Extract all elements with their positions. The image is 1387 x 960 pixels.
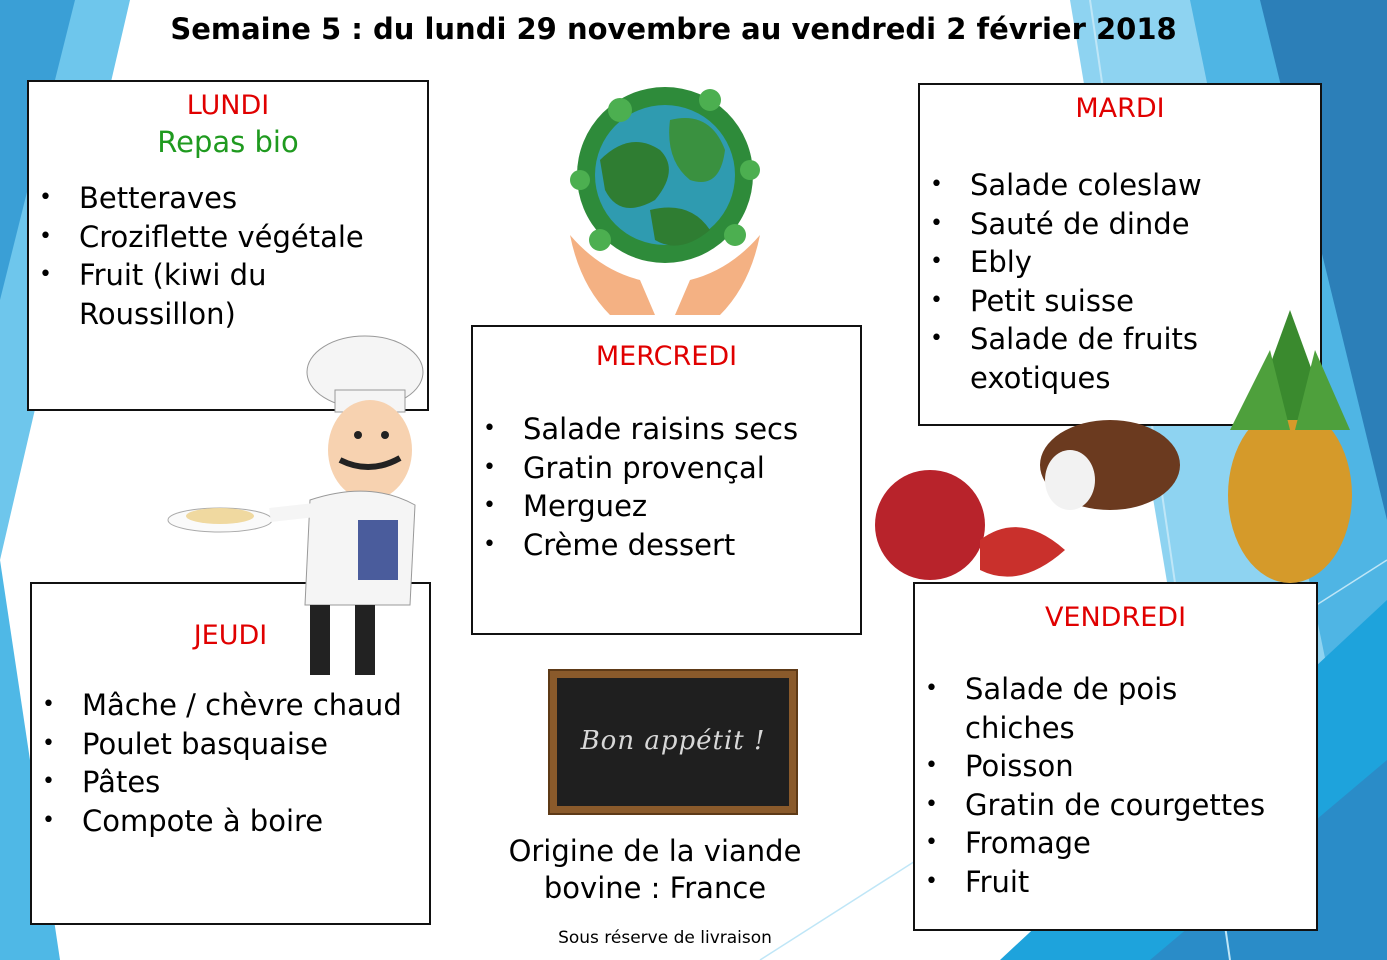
mardi-item: • Petit suisse xyxy=(920,282,1320,321)
fruits-illustration xyxy=(870,290,1370,590)
mardi-item: • Ebly xyxy=(920,243,1320,282)
vendredi-item: • Fromage xyxy=(915,824,1276,863)
jeudi-item: • Compote à boire xyxy=(32,802,429,841)
jeudi-item: • Poulet basquaise xyxy=(32,725,429,764)
vendredi-box xyxy=(913,582,1318,931)
mardi-item: • Salade de fruits exotiques xyxy=(920,320,1320,397)
mardi-item: • Salade coleslaw xyxy=(920,166,1320,205)
mercredi-box xyxy=(471,325,862,635)
lundi-subtitle: Repas bio xyxy=(157,125,299,159)
jeudi-item: • Mâche / chèvre chaud xyxy=(32,686,429,725)
origin-line-2: bovine : France xyxy=(543,871,767,905)
mercredi-item: • Merguez xyxy=(473,487,860,526)
earth-hands-illustration xyxy=(560,70,770,320)
vendredi-item: • Salade de pois chiches xyxy=(915,670,1276,747)
vendredi-heading: VENDREDI xyxy=(1044,602,1187,633)
lundi-heading: LUNDI xyxy=(186,90,270,121)
mercredi-item: • Crème dessert xyxy=(473,526,860,565)
meat-origin xyxy=(470,833,840,907)
chalkboard xyxy=(548,669,798,815)
lundi-item: • Croziflette végétale xyxy=(29,218,387,257)
vendredi-item: • Fruit xyxy=(915,863,1276,902)
mardi-heading: MARDI xyxy=(1075,93,1165,124)
jeudi-item: • Pâtes xyxy=(32,763,429,802)
page-title: Semaine 5 : du lundi 29 novembre au vendredi 2 février 2018 xyxy=(170,12,1177,46)
mercredi-heading: MERCREDI xyxy=(595,341,738,372)
mardi-item: • Sauté de dinde xyxy=(920,205,1320,244)
jeudi-heading: JEUDI xyxy=(193,620,268,651)
mercredi-item: • Gratin provençal xyxy=(473,449,860,488)
vendredi-item: • Poisson xyxy=(915,747,1276,786)
delivery-note: Sous réserve de livraison xyxy=(558,928,772,948)
chalkboard-text: Bon appétit ! xyxy=(580,726,766,756)
lundi-item: • Betteraves xyxy=(29,179,387,218)
chef-illustration xyxy=(160,330,440,680)
mercredi-item: • Salade raisins secs xyxy=(473,410,860,449)
vendredi-item: • Gratin de courgettes xyxy=(915,786,1276,825)
lundi-item: • Fruit (kiwi du Roussillon) xyxy=(29,256,387,333)
origin-line-1: Origine de la viande xyxy=(508,834,802,868)
